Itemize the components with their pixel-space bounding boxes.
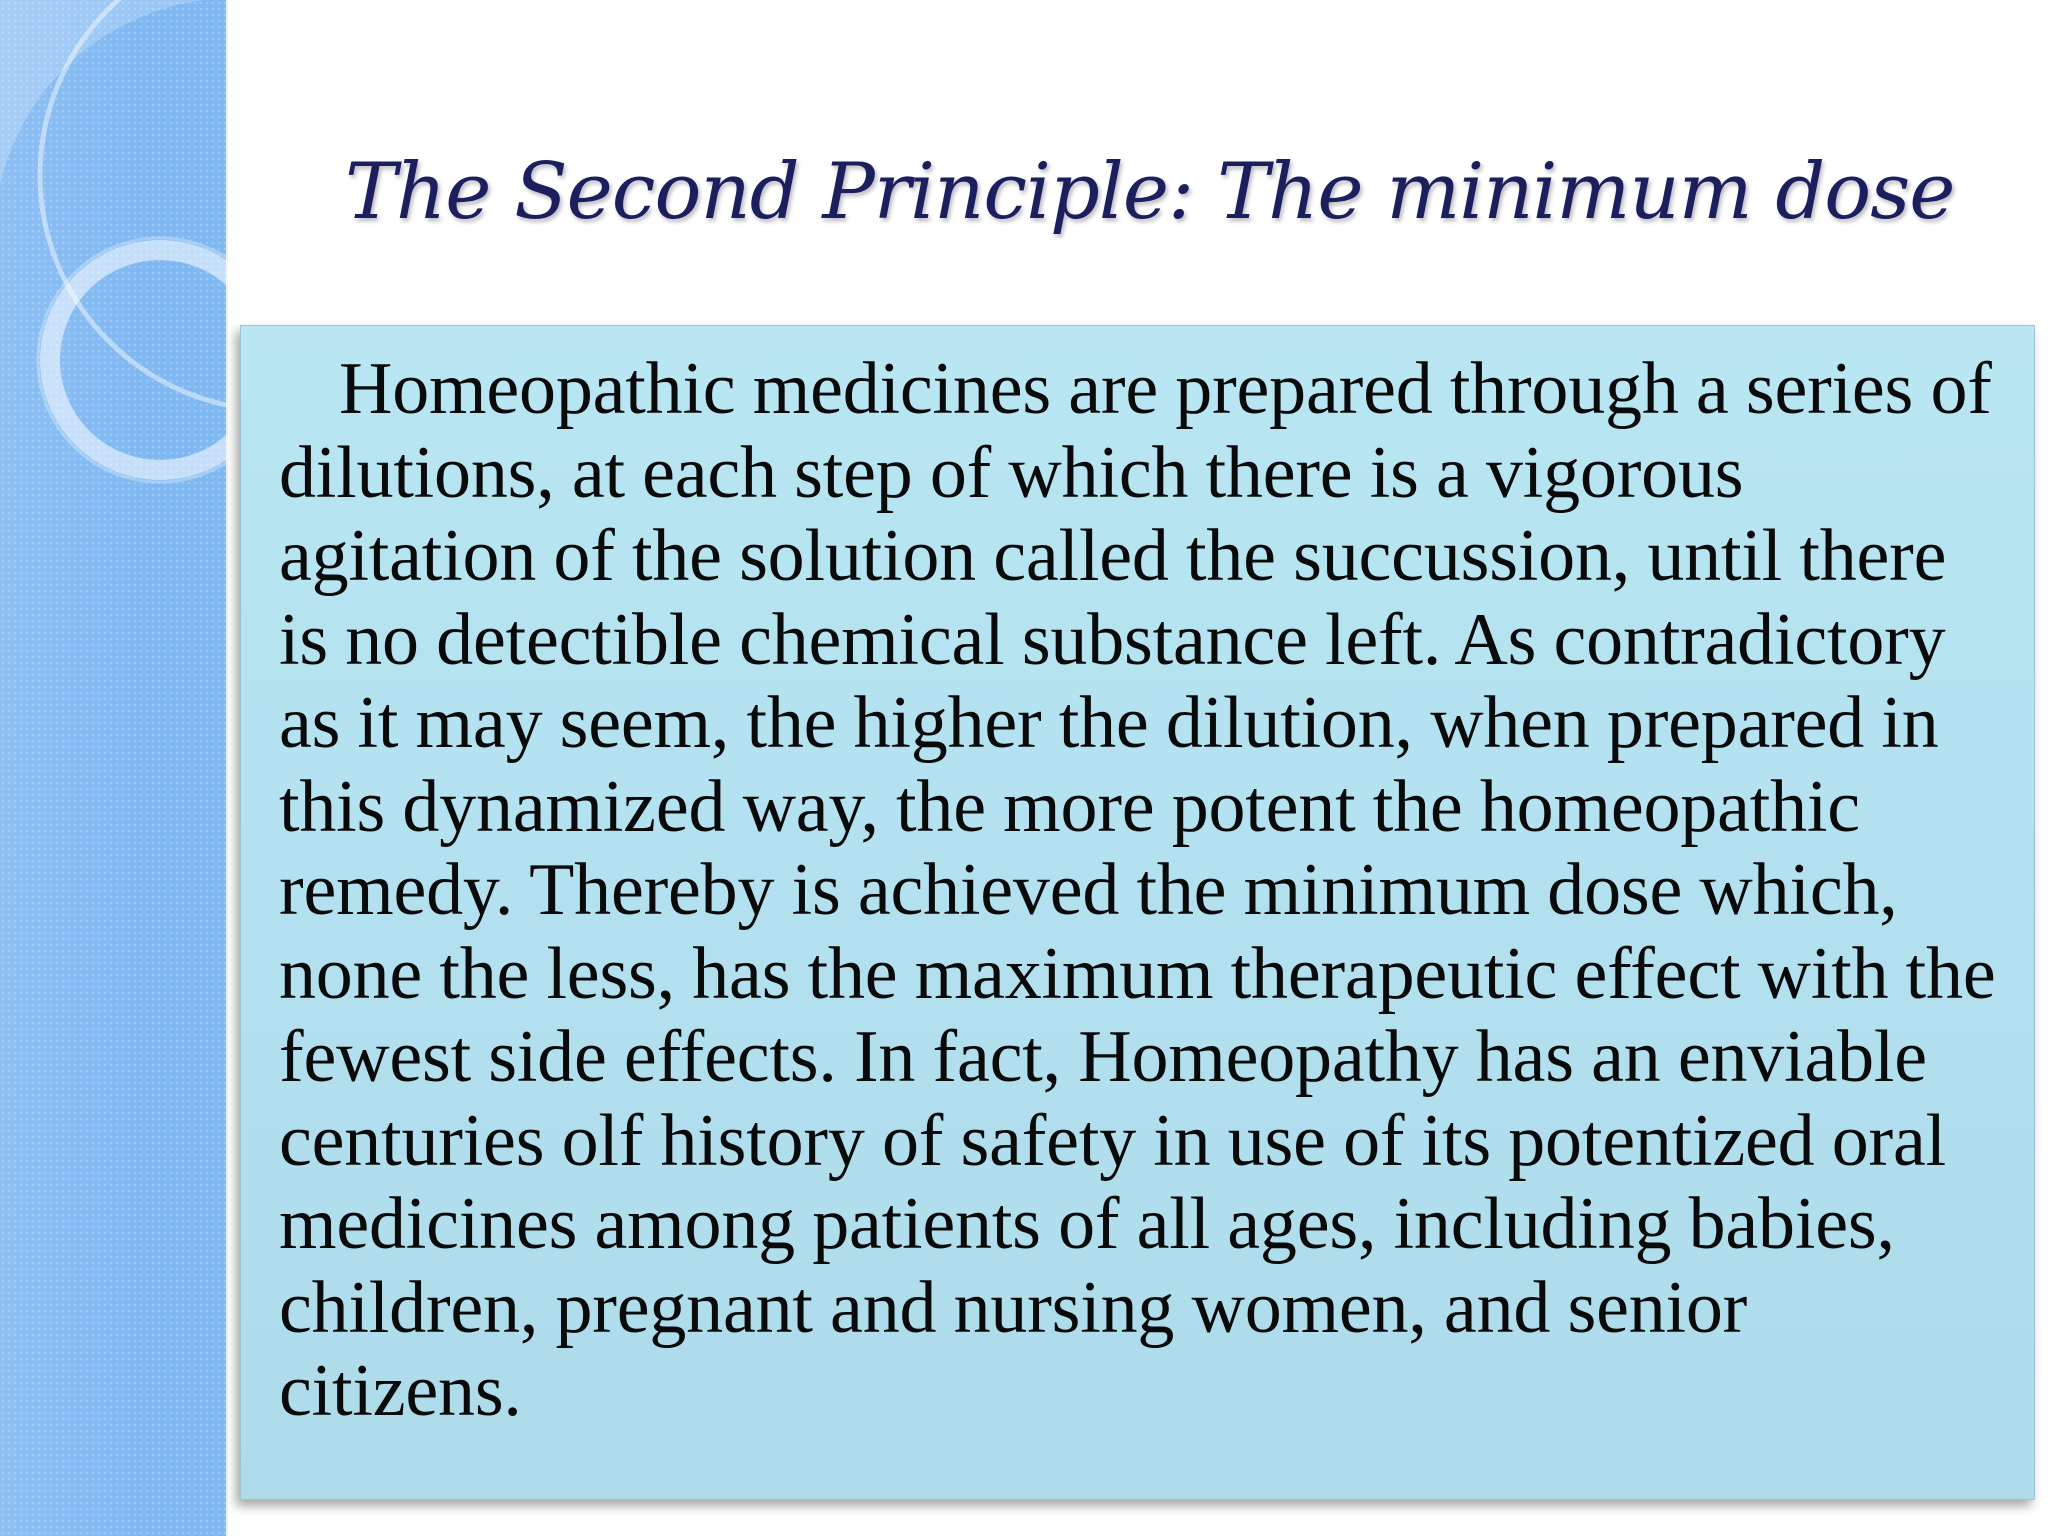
- slide-title: The Second Principle: The minimum dose: [345, 147, 1955, 237]
- content-box: [240, 325, 2035, 1500]
- corner-highlight-shape: [0, 0, 205, 185]
- small-ring-outer: [50, 250, 270, 470]
- body-paragraph: Homeopathic medicines are prepared through a series of dilutions, at each step of which there is a vigorous agitation of the solution called the succussion, until there is no detectible chemical substance left. As contradictory as it may seem, the higher the dilution, when prepared in this dynamized way, the more potent the homeopathic remedy. Thereby is achieved the minimum dose which, none the less, has the maximum therapeutic effect with the fewest side effects. In fact, Homeopathy has an enviable centuries olf history of safety in use of its potentized oral medicines among patients of all ages, including babies, children, pregnant and nursing women, and senior citizens.: [279, 348, 1996, 1432]
